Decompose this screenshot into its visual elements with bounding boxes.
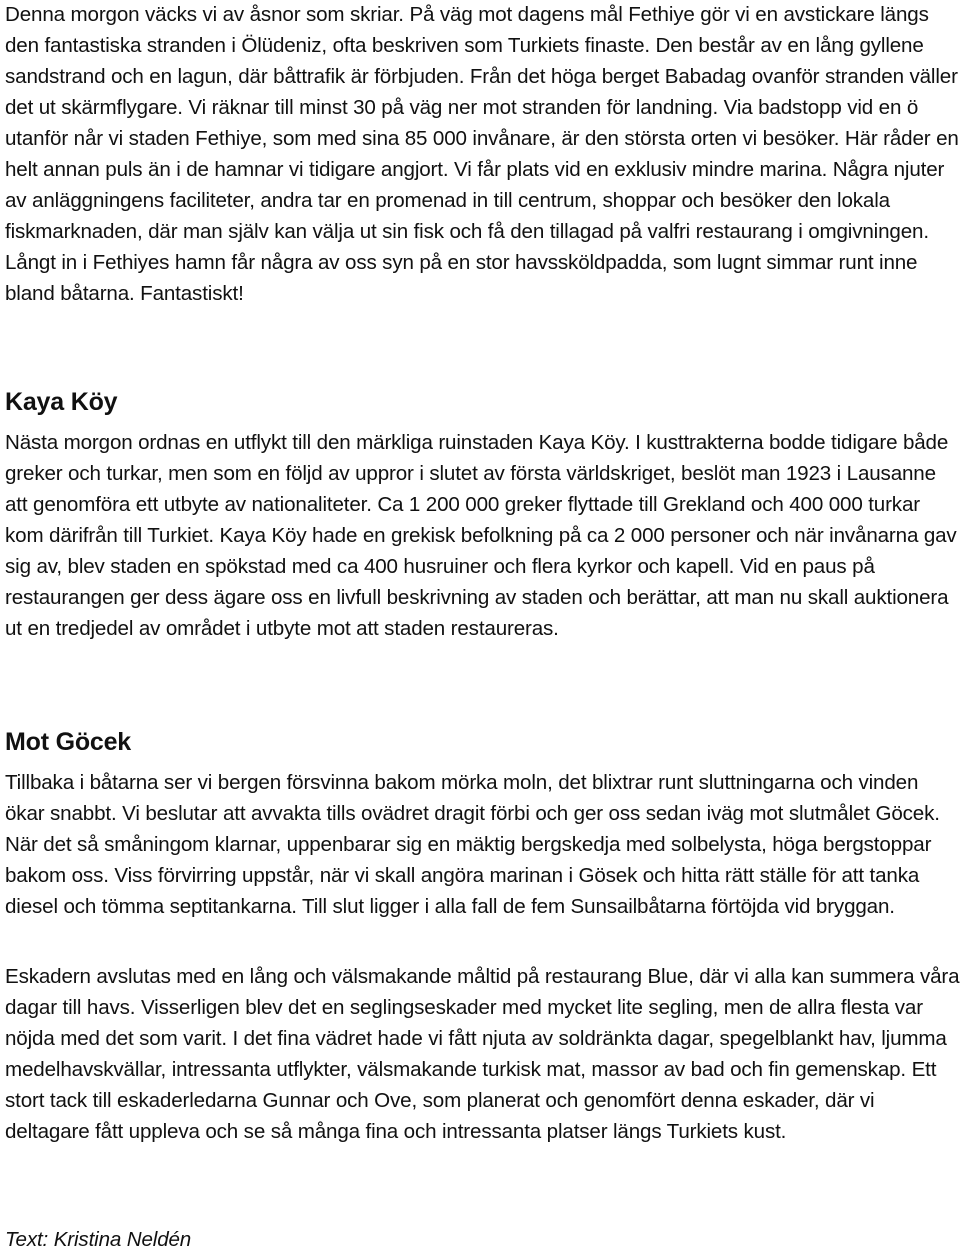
- gocek-paragraph-1: Tillbaka i båtarna ser vi bergen försvinna bakom mörka moln, det blixtrar runt sluttningarna och vinden ökar snabbt. Vi beslutar att avvakta tills ovädret dragit förbi och ger oss sedan iväg mot slutmålet Göcek. När det så småningom klarnar, uppenbarar sig en mäktig bergskedja med solbelysta, höga bergstoppar bakom oss. Viss förvirring uppstår, när vi skall angöra marinan i Gösek och hitta rätt ställe för att tanka diesel och tömma septitankarna. Till slut ligger i alla fall de fem Sunsailbåtarna förtöjda vid bryggan.: [5, 771, 940, 918]
- author-signature: Text: Kristina Neldén: [5, 1228, 192, 1251]
- kaya-koy-paragraph: Nästa morgon ordnas en utflykt till den märkliga ruinstaden Kaya Köy. I kusttrakterna bodde tidigare både greker och turkar, men som en följd av uppror i slutet av första världskriget, beslöt man 1923 i Lausanne att genomföra ett utbyte av nationaliteter. Ca 1 200 000 greker flyttade till Grekland och 400 000 turkar kom därifrån till Turkiet. Kaya Köy hade en grekisk befolkning på ca 2 000 personer och när invånarna gav sig av, blev staden en spökstad med ca 400 husruiner och flera kyrkor och kapell. Vid en paus på restaurangen ger dess ägare oss en livfull beskrivning av staden och berättar, att man nu skall auktionera ut en tredjedel av området i utbyte mot att staden restaureras.: [5, 431, 957, 640]
- section-heading-kaya-koy: Kaya Köy: [5, 388, 118, 416]
- intro-paragraph: Denna morgon väcks vi av åsnor som skriar. På väg mot dagens mål Fethiye gör vi en avstickare längs den fantastiska stranden i Ölüdeniz, ofta beskriven som Turkiets finaste. Den består av en lång gyllene sandstrand och en lagun, där båttrafik är förbjuden. Från det höga berget Babadag ovanför stranden väller det ut skärmflygare. Vi räknar till minst 30 på väg ner mot stranden för landning. Via badstopp vid en ö utanför når vi staden Fethiye, som med sina 85 000 invånare, är den största orten vi besöker. Här råder en helt annan puls än i de hamnar vi tidigare angjort. Vi får plats vid en exklusiv mindre marina. Några njuter av anläggningens faciliteter, andra tar en promenad in till centrum, shoppar och besöker den lokala fiskmarknaden, där man själv kan välja ut sin fisk och få den tillagad på valfri restaurang i omgivningen. Långt in i Fethiyes hamn får några av oss syn på en stor havssköldpadda, som lugnt simmar runt inne bland båtarna. Fantastiskt!: [5, 3, 959, 305]
- section-heading-mot-gocek: Mot Göcek: [5, 728, 131, 756]
- gocek-paragraph-2: Eskadern avslutas med en lång och välsmakande måltid på restaurang Blue, där vi alla kan summera våra dagar till havs. Visserligen blev det en seglingseskader med mycket lite segling, men de allra flesta var nöjda med det som varit. I det fina vädret hade vi fått njuta av soldränkta dagar, spegelblankt hav, ljumma medelhavskvällar, intressanta utflykter, välsmakande turkisk mat, massor av bad och fin gemenskap. Ett stort tack till eskaderledarna Gunnar och Ove, som planerat och genomfört denna eskader, där vi deltagare fått uppleva och se så många fina och intressanta platser längs Turkiets kust.: [5, 965, 960, 1143]
